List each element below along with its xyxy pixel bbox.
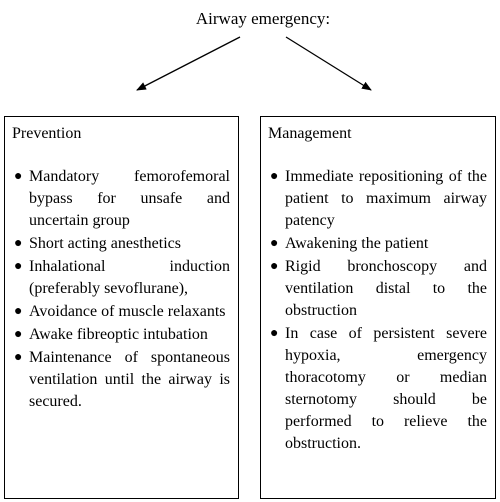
prevention-heading: Prevention bbox=[12, 125, 82, 142]
prevention-item bbox=[12, 301, 230, 323]
bullet-icon: ● bbox=[14, 236, 23, 251]
prevention-item-text: Avoidance of muscle relaxants bbox=[29, 303, 226, 320]
prevention-item bbox=[12, 347, 230, 413]
prevention-item-text: Awake fibreoptic intubation bbox=[29, 326, 208, 343]
prevention-item-text: Short acting anesthetics bbox=[29, 235, 181, 252]
arrow-to-management bbox=[286, 37, 371, 90]
diagram-title: Airway emergency: bbox=[195, 9, 331, 28]
prevention-list bbox=[12, 166, 230, 413]
branch-arrows bbox=[0, 0, 500, 120]
prevention-item bbox=[12, 324, 230, 346]
management-item-text: Awakening the patient bbox=[285, 235, 429, 252]
prevention-item-text: Inhalational induction (preferably sevoflurane), bbox=[29, 258, 230, 297]
prevention-item bbox=[12, 256, 230, 300]
management-item bbox=[268, 233, 487, 255]
bullet-icon: ● bbox=[270, 326, 279, 341]
management-list bbox=[268, 166, 487, 455]
bullet-icon: ● bbox=[14, 350, 23, 365]
bullet-icon: ● bbox=[270, 236, 279, 251]
bullet-icon: ● bbox=[270, 259, 279, 274]
arrow-to-prevention bbox=[137, 37, 240, 90]
prevention-item-text: Mandatory femorofemoral bypass for unsafe and uncertain group bbox=[29, 168, 230, 229]
prevention-box bbox=[4, 116, 239, 499]
prevention-item bbox=[12, 233, 230, 255]
prevention-item bbox=[12, 166, 230, 232]
bullet-icon: ● bbox=[270, 169, 279, 184]
management-item bbox=[268, 256, 487, 322]
management-item-text: Immediate repositioning of the patient to maximum airway patency bbox=[285, 168, 487, 229]
bullet-icon: ● bbox=[14, 169, 23, 184]
bullet-icon: ● bbox=[14, 327, 23, 342]
bullet-icon: ● bbox=[14, 304, 23, 319]
bullet-icon: ● bbox=[14, 259, 23, 274]
management-item-text: In case of persistent severe hypoxia, emergency thoracotomy or median sternotomy should be performed to relieve the obstruction. bbox=[285, 325, 487, 452]
management-heading: Management bbox=[268, 125, 352, 142]
management-item-text: Rigid bronchoscopy and ventilation distal to the obstruction bbox=[285, 258, 487, 319]
prevention-item-text: Maintenance of spontaneous ventilation until the airway is secured. bbox=[29, 349, 230, 410]
management-item bbox=[268, 323, 487, 455]
management-box bbox=[260, 116, 496, 499]
management-item bbox=[268, 166, 487, 232]
